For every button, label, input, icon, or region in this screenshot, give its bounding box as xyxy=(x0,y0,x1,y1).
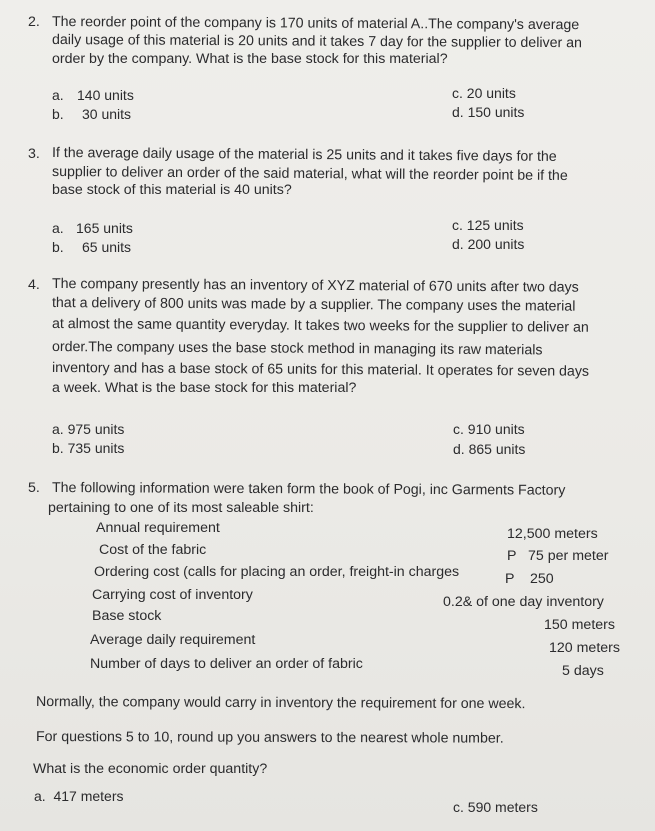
info-value-annual-requirement: 12,500 meters xyxy=(507,526,598,542)
q4-line-5: inventory and has a base stock of 65 units for this material. It operates for seven days xyxy=(51,360,590,380)
note-one-week: Normally, the company would carry in inventory the requirement for one week. xyxy=(35,694,526,713)
q2-option-b: 30 units xyxy=(82,106,132,122)
q3-option-a: 165 units xyxy=(76,220,133,236)
eoq-option-c: c. 590 meters xyxy=(453,799,538,815)
q3-number: 3. xyxy=(28,146,40,162)
q2-option-c: c. 20 units xyxy=(452,85,516,101)
info-value-fabric-cost: P 75 per meter xyxy=(507,548,609,564)
info-label-carrying-cost: Carrying cost of inventory xyxy=(92,587,253,603)
q3-option-c: c. 125 units xyxy=(452,217,524,233)
eoq-option-a: a. 417 meters xyxy=(34,788,124,804)
info-value-daily-requirement: 120 meters xyxy=(549,640,620,656)
q4-option-a: a. 975 units xyxy=(52,421,125,437)
q4-option-b: b. 735 units xyxy=(52,440,125,456)
q5-line-2: pertaining to one of its most saleable shirt: xyxy=(48,500,314,516)
q2-line-2: daily usage of this material is 20 units and it takes 7 day for the supplier to deliver an xyxy=(51,32,583,52)
q3-line-1: If the average daily usage of the material is 25 units and it takes five days for the xyxy=(51,145,557,165)
q2-option-b-label: b. xyxy=(52,106,64,122)
q3-option-d: d. 200 units xyxy=(452,236,525,252)
q3-line-2: supplier to deliver an order of the said material, what will the reorder point be if the xyxy=(51,164,568,185)
q2-option-d: d. 150 units xyxy=(452,104,525,120)
q3-option-b-label: b. xyxy=(52,239,64,255)
note-rounding: For questions 5 to 10, round up you answers to the nearest whole number. xyxy=(35,729,504,747)
q2-option-a: 140 units xyxy=(77,87,134,103)
info-label-annual-requirement: Annual requirement xyxy=(96,520,220,536)
info-label-delivery-days: Number of days to deliver an order of fabric xyxy=(90,656,363,672)
q4-line-2: that a delivery of 800 units was made by a supplier. The company uses the material xyxy=(51,295,576,315)
q3-line-3: base stock of this material is 40 units? xyxy=(52,182,292,198)
info-label-fabric-cost: Cost of the fabric xyxy=(99,542,207,558)
q4-option-c: c. 910 units xyxy=(453,421,525,437)
q4-option-d: d. 865 units xyxy=(453,441,526,457)
q3-option-a-label: a. xyxy=(52,220,64,236)
q5-number: 5. xyxy=(28,480,40,496)
info-label-daily-requirement: Average daily requirement xyxy=(90,632,256,648)
q3-option-b: 65 units xyxy=(82,239,132,255)
q2-option-a-label: a. xyxy=(52,87,64,103)
q2-line-3: order by the company. What is the base stock for this material? xyxy=(52,51,448,67)
info-value-carrying-cost: 0.2& of one day inventory xyxy=(443,594,604,610)
q4-line-4: order.The company uses the base stock method in managing its raw materials xyxy=(51,339,543,359)
q4-line-3: at almost the same quantity everyday. It takes two weeks for the supplier to deliver an xyxy=(51,316,589,336)
q2-line-1: The reorder point of the company is 170 units of material A..The company's average xyxy=(51,14,580,34)
q4-line-6: a week. What is the base stock for this material? xyxy=(52,380,357,396)
info-value-ordering-cost: P 250 xyxy=(505,571,554,587)
q4-line-1: The company presently has an inventory of XYZ material of 670 units after two days xyxy=(51,276,579,296)
info-label-ordering-cost: Ordering cost (calls for placing an order, freight-in charges xyxy=(94,564,460,580)
info-value-delivery-days: 5 days xyxy=(562,663,604,679)
eoq-question: What is the economic order quantity? xyxy=(33,761,268,777)
q2-number: 2. xyxy=(28,14,40,30)
info-value-base-stock: 150 meters xyxy=(544,617,615,633)
info-label-base-stock: Base stock xyxy=(92,608,162,624)
q5-line-1: The following information were taken form the book of Pogi, inc Garments Factory xyxy=(51,480,566,499)
q4-number: 4. xyxy=(28,277,40,293)
